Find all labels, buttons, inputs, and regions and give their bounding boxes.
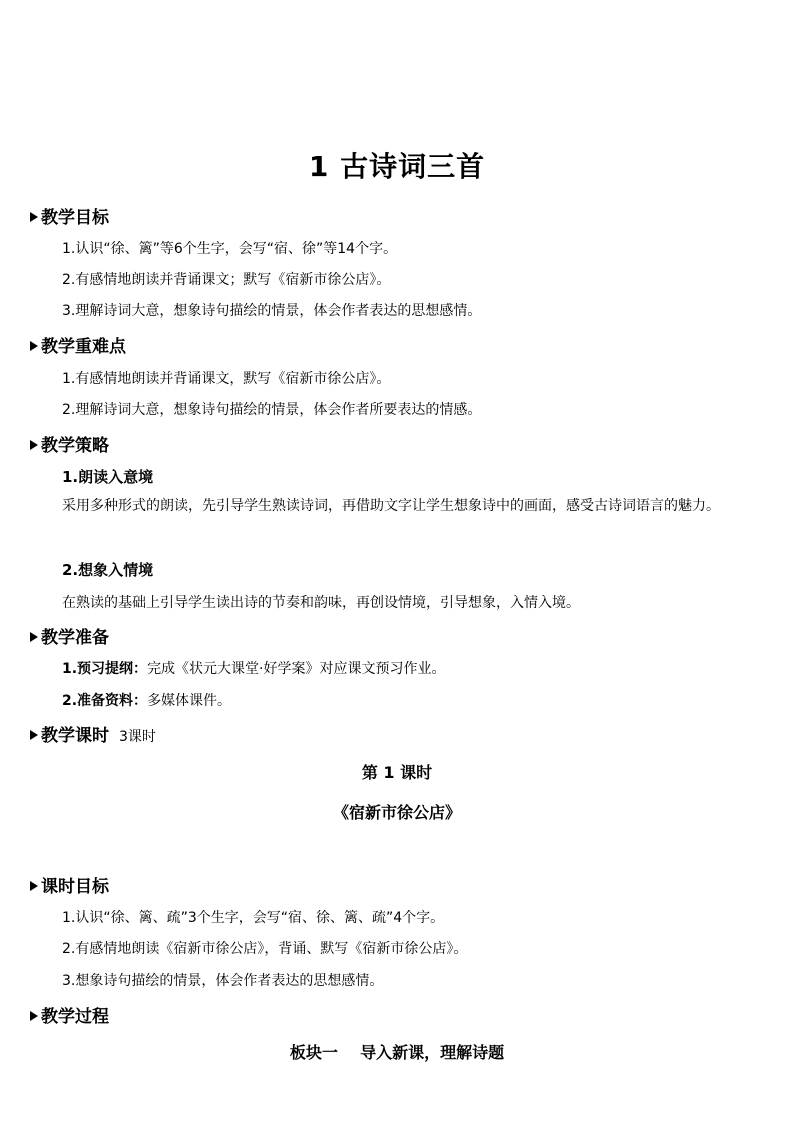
section-heading-goals xyxy=(30,203,109,228)
heading-text: 课时目标 xyxy=(41,877,109,897)
strategy-subtitle-2: 2.想象入情境 xyxy=(62,561,154,579)
triangle-bullet-icon xyxy=(30,440,38,450)
heading-text: 教学策略 xyxy=(41,436,109,456)
triangle-bullet-icon xyxy=(30,341,38,351)
item-text: 完成《状元大课堂·好学案》对应课文预习作业。 xyxy=(147,661,446,677)
list-item: 2.有感情地朗读并背诵课文；默写《宿新市徐公店》。 xyxy=(62,272,391,288)
heading-text: 教学准备 xyxy=(41,628,109,648)
triangle-bullet-icon xyxy=(30,212,38,222)
list-item: 1.认识“徐、篱、疏”3个生字，会写“宿、徐、篱、疏”4个字。 xyxy=(62,910,445,926)
strategy-subtitle-1: 1.朗读入意境 xyxy=(62,468,154,486)
list-item: 1.有感情地朗读并背诵课文，默写《宿新市徐公店》。 xyxy=(62,371,391,387)
heading-text: 教学重难点 xyxy=(41,337,126,357)
list-item: 2.理解诗词大意，想象诗句描绘的情景，体会作者所要表达的情感。 xyxy=(62,402,482,418)
document-title: 1 古诗词三首 xyxy=(308,150,486,183)
item-label: 1.预习提纲： xyxy=(62,661,148,677)
section-heading-preparation xyxy=(30,623,109,648)
heading-text: 教学课时 xyxy=(41,726,109,746)
heading-text: 教学目标 xyxy=(41,208,109,228)
block-title: 板块一 导入新课，理解诗题 xyxy=(289,1043,505,1062)
strategy-paragraph-2: 在熟读的基础上引导学生读出诗的节奏和韵味，再创设情境，引导想象，入情入境。 xyxy=(62,595,580,611)
section-heading-lesson-goals xyxy=(30,872,109,897)
triangle-bullet-icon xyxy=(30,632,38,642)
section-heading-hours xyxy=(30,721,156,746)
list-item: 1.认识“徐、篱”等6个生字，会写“宿、徐”等14个字。 xyxy=(62,241,398,257)
poem-title: 《宿新市徐公店》 xyxy=(332,803,461,822)
lesson-title: 第 1 课时 xyxy=(361,763,433,782)
section-heading-key-points xyxy=(30,332,126,357)
hours-value: 3课时 xyxy=(119,729,156,745)
item-text: 多媒体课件。 xyxy=(147,693,232,709)
section-heading-strategy xyxy=(30,431,109,456)
list-item: 3.想象诗句描绘的情景，体会作者表达的思想感情。 xyxy=(62,973,384,989)
heading-text: 教学过程 xyxy=(41,1007,109,1027)
section-heading-process xyxy=(30,1002,109,1027)
preparation-item-1 xyxy=(62,658,446,678)
triangle-bullet-icon xyxy=(30,730,38,740)
triangle-bullet-icon xyxy=(30,1011,38,1021)
strategy-paragraph-1: 采用多种形式的朗读，先引导学生熟读诗词，再借助文字让学生想象诗中的画面，感受古诗词语言的魅力。 xyxy=(62,498,720,514)
list-item: 2.有感情地朗读《宿新市徐公店》，背诵、默写《宿新市徐公店》。 xyxy=(62,941,468,957)
triangle-bullet-icon xyxy=(30,881,38,891)
preparation-item-2 xyxy=(62,690,231,710)
list-item: 3.理解诗词大意，想象诗句描绘的情景，体会作者表达的思想感情。 xyxy=(62,303,482,319)
item-label: 2.准备资料： xyxy=(62,693,148,709)
